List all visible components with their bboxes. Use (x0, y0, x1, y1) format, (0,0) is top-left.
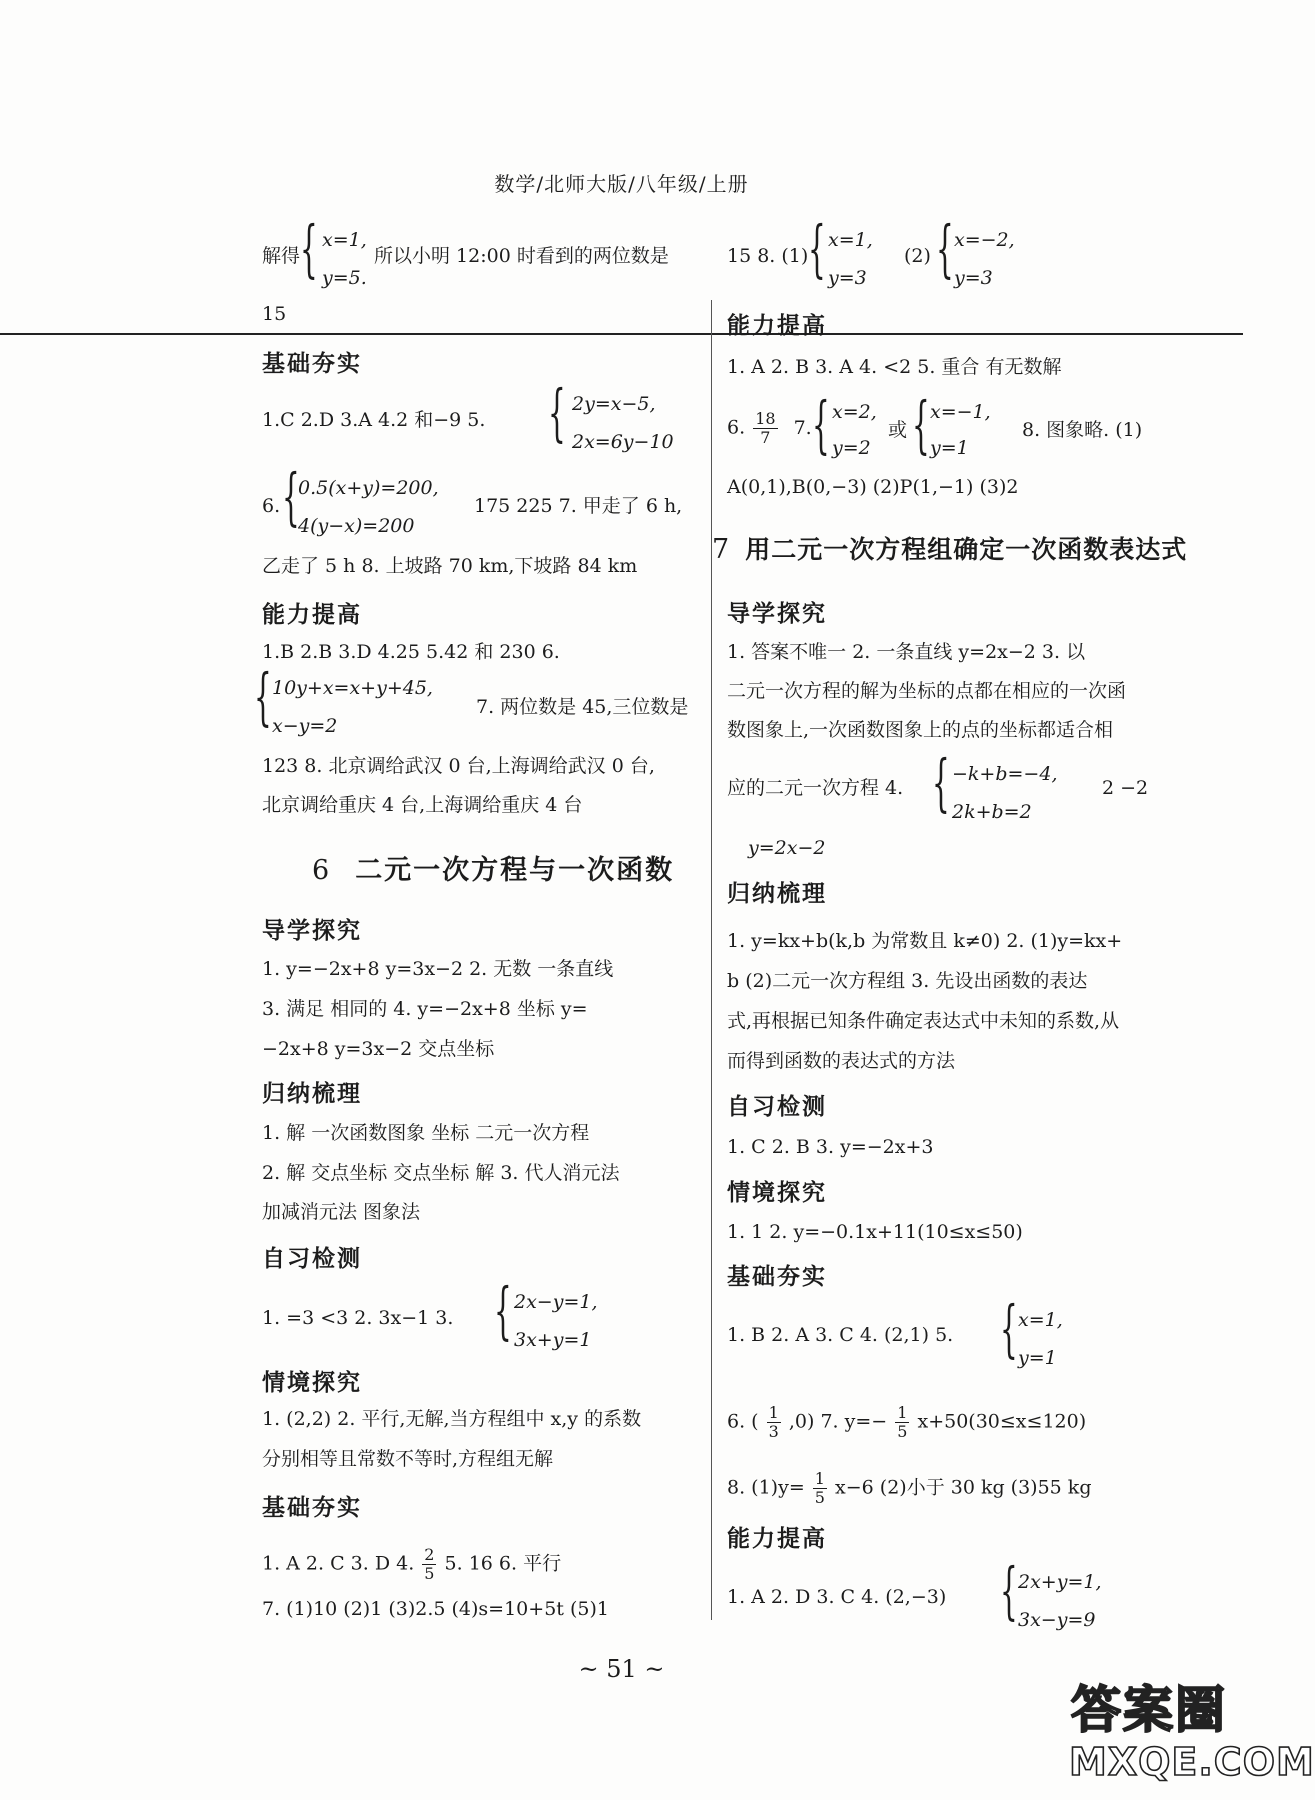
chapter-6-heading (312, 848, 674, 887)
answer-line: 1. y=kx+b(k,b 为常数且 k≠0) 2. (1)y=kx+ (727, 930, 1123, 952)
answer-line: 15 8. (1) (727, 245, 809, 267)
answer-line: 1. 1 2. y=−0.1x+11(10≤x≤50) (727, 1221, 1023, 1243)
brace: { (282, 460, 300, 533)
answer-text: x−6 (2)小于 30 kg (3)55 kg (835, 1476, 1092, 1499)
system-line: 2y=x−5, (572, 393, 656, 415)
section-title: 基础夯实 (262, 351, 362, 377)
answer-line: 1. 解 一次函数图象 坐标 二元一次方程 (262, 1122, 590, 1144)
answer-line: 应的二元一次方程 4. (727, 777, 904, 799)
answer-line: 1. y=−2x+8 y=3x−2 2. 无数 一条直线 (262, 958, 614, 980)
denominator: 5 (814, 1488, 825, 1507)
answer-line: 1. (2,2) 2. 平行,无解,当方程组中 x,y 的系数 (262, 1408, 642, 1430)
answer-text: 5. 16 6. 平行 (444, 1552, 562, 1575)
watermark-logo (1065, 1670, 1315, 1795)
denominator: 3 (768, 1422, 779, 1441)
answer-line (727, 410, 812, 447)
numerator: 1 (814, 1469, 825, 1488)
answer-text: 6. (727, 416, 746, 439)
answer-line: 8. 图象略. (1) (1022, 419, 1143, 441)
answer-line: 1. =3 <3 2. 3x−1 3. (262, 1307, 454, 1329)
answer-line: 7. (1)10 (2)1 (3)2.5 (4)s=10+5t (5)1 (262, 1598, 609, 1620)
section-title: 能力提高 (727, 1526, 827, 1552)
section-title: 导学探究 (262, 918, 362, 944)
answer-line: 2 −2 (1102, 777, 1149, 799)
system-line: y=5. (322, 267, 367, 289)
header-rule (0, 333, 1243, 335)
system-line: x−y=2 (272, 715, 338, 737)
section-title: 自习检测 (262, 1246, 362, 1272)
answer-line: 6. (262, 495, 281, 517)
system-line: 0.5(x+y)=200, (298, 477, 439, 499)
answer-line: 7. 两位数是 45,三位数是 (476, 696, 689, 718)
numerator: 2 (424, 1545, 435, 1564)
watermark-text: 答案圈 (1071, 1681, 1227, 1739)
system-line: 2x−y=1, (514, 1291, 598, 1313)
system-line: x=1, (1018, 1309, 1063, 1331)
answer-text: 1. A 2. C 3. D 4. (262, 1552, 415, 1575)
denominator: 5 (897, 1422, 908, 1441)
system-line: x=1, (322, 229, 367, 251)
section-title: 归纳梳理 (727, 881, 827, 907)
answer-text: 6. ( (727, 1410, 759, 1433)
system-line: y=1 (930, 437, 969, 459)
brace: { (912, 388, 930, 461)
brace: { (494, 1274, 512, 1347)
system-line: x=1, (828, 229, 873, 251)
denominator: 7 (760, 428, 771, 447)
system-line: x=2, (832, 401, 877, 423)
answer-line: 1. A 2. B 3. A 4. <2 5. 重合 有无数解 (727, 356, 1062, 378)
running-header: 数学/北师大版/八年级/上册 (494, 172, 749, 196)
answer-line: 175 225 7. 甲走了 6 h, (474, 495, 683, 517)
answer-line (727, 1404, 1086, 1441)
system-line: y=3 (828, 267, 867, 289)
fraction (422, 1546, 436, 1583)
chapter-title: 用二元一次方程组确定一次函数表达式 (745, 535, 1188, 564)
numerator: 1 (897, 1403, 908, 1422)
answer-line: b (2)二元一次方程组 3. 先设出函数的表达 (727, 970, 1088, 992)
solution-prefix: 解得 (262, 245, 301, 267)
brace: { (1000, 1554, 1018, 1627)
text-line: 15 (262, 303, 287, 325)
system-line: 2k+b=2 (952, 801, 1032, 823)
answer-line: y=2x−2 (748, 837, 826, 859)
answer-text: x+50(30≤x≤120) (917, 1410, 1087, 1433)
brace: { (932, 746, 950, 819)
chapter-number: 6 (312, 855, 332, 886)
answer-line: 北京调给重庆 4 台,上海调给重庆 4 台 (262, 794, 583, 816)
answer-line (727, 1470, 1092, 1507)
denominator: 5 (424, 1564, 435, 1583)
page-number: ~ 51 ~ (578, 1655, 665, 1683)
brace: { (1000, 1292, 1018, 1365)
brace: { (548, 376, 566, 449)
brace: { (254, 660, 272, 733)
system-line: 2x+y=1, (1018, 1571, 1102, 1593)
brace: { (300, 212, 318, 285)
answer-line: (2) (904, 245, 931, 267)
system-line: x=−1, (930, 401, 991, 423)
column-divider (711, 300, 712, 1620)
section-title: 基础夯实 (262, 1495, 362, 1521)
answer-text: 7. (793, 416, 812, 439)
answer-line: 数图象上,一次函数图象上的点的坐标都适合相 (727, 719, 1114, 741)
answer-line: 2. 解 交点坐标 交点坐标 解 3. 代人消元法 (262, 1162, 620, 1184)
answer-line: 加减消元法 图象法 (262, 1201, 421, 1223)
answer-line: 1.B 2.B 3.D 4.25 5.42 和 230 6. (262, 641, 560, 663)
answer-line (262, 1546, 561, 1583)
answer-line: 式,再根据已知条件确定表达式中未知的系数,从 (727, 1010, 1120, 1032)
system-line: 3x+y=1 (514, 1329, 592, 1351)
system-line: 4(y−x)=200 (298, 515, 415, 537)
fraction (895, 1404, 909, 1441)
system-line: y=1 (1018, 1347, 1057, 1369)
answer-line: A(0,1),B(0,−3) (2)P(1,−1) (3)2 (727, 476, 1019, 498)
answer-line: 1. B 2. A 3. C 4. (2,1) 5. (727, 1324, 954, 1346)
numerator: 18 (755, 409, 776, 428)
fraction (813, 1470, 827, 1507)
section-title: 导学探究 (727, 601, 827, 627)
answer-line: 分别相等且常数不等时,方程组无解 (262, 1448, 554, 1470)
text-line: 所以小明 12:00 时看到的两位数是 (374, 245, 669, 267)
answer-line: 3. 满足 相同的 4. y=−2x+8 坐标 y= (262, 998, 588, 1020)
section-title: 能力提高 (727, 313, 827, 339)
numerator: 1 (768, 1403, 779, 1422)
system-line: y=3 (954, 267, 993, 289)
brace: { (808, 212, 826, 285)
section-title: 归纳梳理 (262, 1081, 362, 1107)
system-line: y=2 (832, 437, 871, 459)
answer-text: 8. (1)y= (727, 1476, 805, 1499)
system-line: −k+b=−4, (952, 763, 1058, 785)
answer-line: 1. 答案不唯一 2. 一条直线 y=2x−2 3. 以 (727, 641, 1086, 663)
brace: { (812, 388, 830, 461)
fraction (767, 1404, 781, 1441)
answer-line: 乙走了 5 h 8. 上坡路 70 km,下坡路 84 km (262, 555, 638, 577)
section-title: 情境探究 (262, 1370, 362, 1396)
answer-line: 或 (888, 419, 908, 441)
system-line: 10y+x=x+y+45, (272, 677, 433, 699)
system-line: 2x=6y−10 (572, 431, 674, 453)
section-title: 基础夯实 (727, 1264, 827, 1290)
brace: { (936, 212, 954, 285)
system-line: 3x−y=9 (1018, 1609, 1096, 1631)
answer-line: 1. A 2. D 3. C 4. (2,−3) (727, 1586, 947, 1608)
answer-text: ,0) 7. y=− (788, 1410, 888, 1433)
answer-line: 1.C 2.D 3.A 4.2 和−9 5. (262, 409, 486, 431)
chapter-7-heading (712, 530, 1187, 566)
section-title: 自习检测 (727, 1094, 827, 1120)
system-line: x=−2, (954, 229, 1015, 251)
section-title: 情境探究 (727, 1180, 827, 1206)
section-title: 能力提高 (262, 602, 362, 628)
answer-line: 123 8. 北京调给武汉 0 台,上海调给武汉 0 台, (262, 755, 655, 777)
chapter-number: 7 (712, 534, 732, 565)
answer-line: −2x+8 y=3x−2 交点坐标 (262, 1038, 495, 1060)
answer-line: 而得到函数的表达式的方法 (727, 1050, 956, 1072)
answer-line: 二元一次方程的解为坐标的点都在相应的一次函 (727, 680, 1127, 702)
fraction (753, 410, 777, 447)
answer-line: 1. C 2. B 3. y=−2x+3 (727, 1136, 934, 1158)
watermark-url: MXQE.COM (1069, 1740, 1315, 1784)
chapter-title: 二元一次方程与一次函数 (355, 855, 675, 886)
